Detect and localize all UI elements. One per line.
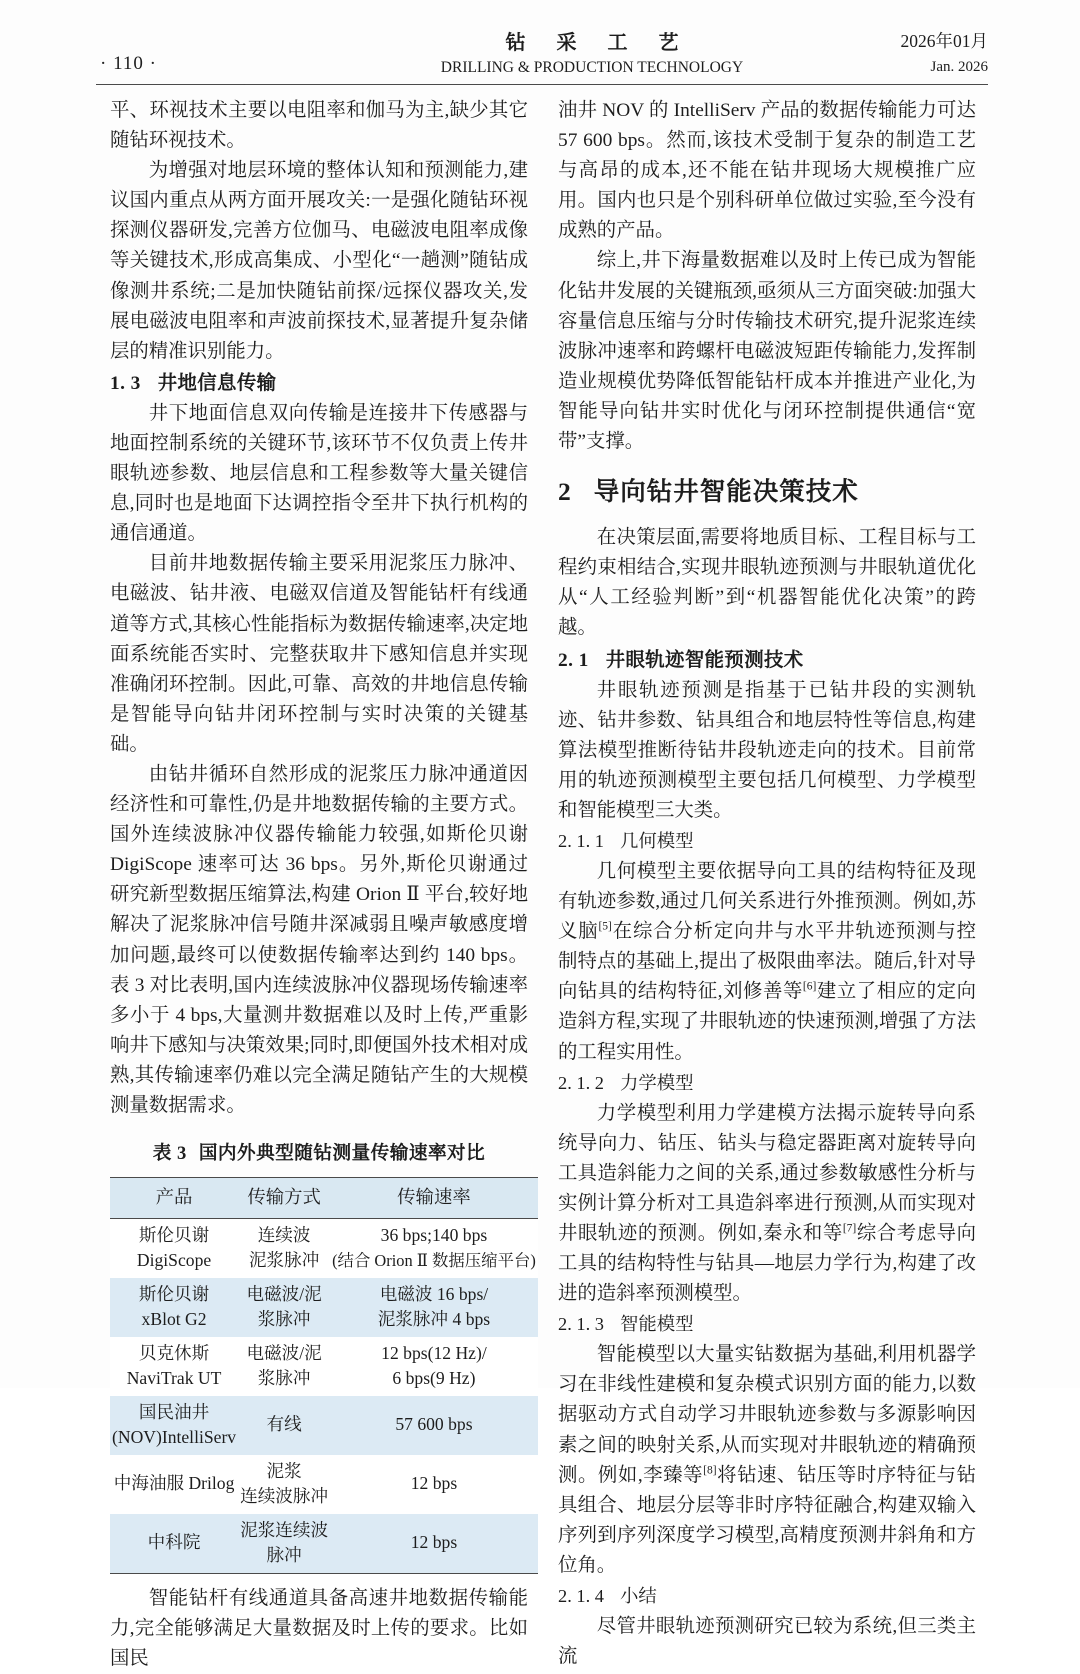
cell-line-1: 57 600 bps bbox=[395, 1414, 473, 1435]
text-run: 力学模型利用力学建模方法揭示旋转导向系统导向力、钻压、钻头与稳定器距离对旋转导向工具造斜能力之间的关系,通过参数敏感性分析与实例计算分析对工具造斜率进行预测,从而实现对井眼轨迹的预测。例如,秦永和等 bbox=[558, 1102, 976, 1244]
cell-line-2: 连续波脉冲 bbox=[240, 1486, 329, 1507]
column-header-method: 传输方式 bbox=[238, 1178, 330, 1219]
cell-line-1: 12 bps bbox=[410, 1532, 458, 1553]
heading-2-1-4 bbox=[558, 1581, 976, 1612]
heading-2-1-2 bbox=[558, 1068, 976, 1099]
cell-line-1: 有线 bbox=[266, 1414, 302, 1435]
cell-line-2: 浆脉冲 bbox=[257, 1309, 311, 1330]
table-row bbox=[110, 1278, 538, 1337]
heading-text: 智能模型 bbox=[619, 1314, 694, 1335]
cell-rate bbox=[330, 1455, 538, 1514]
cell-product bbox=[110, 1396, 238, 1455]
heading-2-1-1 bbox=[558, 826, 976, 857]
cell-line-2: 6 bps(9 Hz) bbox=[392, 1368, 476, 1389]
cell-line-1: 斯伦贝谢 bbox=[138, 1283, 210, 1304]
cell-line-2: xBlot G2 bbox=[141, 1309, 207, 1330]
journal-title-en: DRILLING & PRODUCTION TECHNOLOGY bbox=[440, 59, 744, 76]
text-run: 智能模型以大量实钻数据为基础,利用机器学习在非线性建模和复杂模式识别方面的能力,以数据驱动方式自动学习井眼轨迹参数与多源影响因素之间的映射关系,从而实现对井眼轨迹的精确预测。例如,李臻等 bbox=[558, 1344, 976, 1486]
paragraph bbox=[558, 1099, 976, 1310]
issue-date-en: Jan. 2026 bbox=[930, 59, 988, 75]
cell-line-2: NaviTrak UT bbox=[126, 1368, 222, 1389]
paragraph: 在决策层面,需要将地质目标、工程目标与工程约束相结合,实现井眼轨迹预测与井眼轨道优化从“人工经验判断”到“机器智能优化决策”的跨越。 bbox=[558, 527, 976, 639]
paragraph: 为增强对地层环境的整体认知和预测能力,建议国内重点从两方面开展攻关:一是强化随钻环视探测仪器研发,完善方位伽马、电磁波电阻率成像等关键技术,形成高集成、小型化“一趟测”随钻成像测井系统;二是加快随钻前探/远探仪器攻关,发展电磁波电阻率和声波前探技术,显著提升复杂储层的精准识别能力。 bbox=[110, 160, 528, 362]
page-number: · 110 · bbox=[100, 53, 157, 74]
cell-method bbox=[238, 1514, 330, 1574]
cell-line-1: 12 bps(12 Hz)/ bbox=[381, 1342, 487, 1363]
heading-text: 小结 bbox=[619, 1586, 657, 1607]
cell-line-2: (NOV)IntelliServ bbox=[112, 1427, 237, 1448]
cell-line-1: 泥浆 bbox=[266, 1460, 302, 1481]
heading-number: 2. 1. 3 bbox=[558, 1314, 604, 1335]
paragraph: 目前井地数据传输主要采用泥浆压力脉冲、电磁波、钻井液、电磁双信道及智能钻杆有线通道等方式,其核心性能指标为数据传输速率,决定地面系统能否实时、完整获取井下感知信息并实现准确闭环控制。因此,可靠、高效的井地信息传输是智能导向钻井闭环控制与实时决策的关键基础。 bbox=[110, 553, 528, 755]
paragraph: 井眼轨迹预测是指基于已钻井段的实测轨迹、钻井参数、钻具组合和地层特性等信息,构建算法模型推断待钻井段轨迹走向的技术。目前常用的轨迹预测模型主要包括几何模型、力学模型和智能模型三大类。 bbox=[558, 679, 976, 821]
heading-2-1 bbox=[558, 644, 976, 676]
cell-line-1: 中海油服 Drilog bbox=[113, 1473, 235, 1494]
table-row bbox=[110, 1218, 538, 1278]
cell-line-2: 泥浆脉冲 bbox=[248, 1250, 320, 1271]
cell-line-1: 国民油井 bbox=[138, 1401, 210, 1422]
cell-method bbox=[238, 1218, 330, 1278]
heading-text: 井地信息传输 bbox=[157, 370, 277, 394]
heading-number: 2. 1. 2 bbox=[558, 1072, 604, 1093]
reference-marker: [6] bbox=[802, 980, 817, 993]
paragraph: 由钻井循环自然形成的泥浆压力脉冲通道因经济性和可靠性,仍是井地数据传输的主要方式。国外连续波脉冲仪器传输能力较强,如斯伦贝谢 DigiScope 速率可达 36 bps。另外,斯伦贝谢通过研究新型数据压缩算法,构建 Orion Ⅱ 平台,较好地解决了泥浆脉冲信号随井深减弱且噪声敏感度增加问题,最终可以使数据传输率达到约 140 bps。表 3 对比表明,国内连续波脉冲仪器现场传输速率多小于 4 bps,大量测井数据难以及时上传,严重影响井下感知与决策效果;同时,即便国外技术相对成熟,其传输速率仍难以完全满足随钻产生的大规模测量数据需求。 bbox=[110, 763, 528, 1116]
cell-line-2: 脉冲 bbox=[266, 1545, 302, 1566]
cell-product bbox=[110, 1337, 238, 1396]
paragraph: 综上,井下海量数据难以及时上传已成为智能化钻井发展的关键瓶颈,亟须从三方面突破:加强大容量信息压缩与分时传输技术研究,提升泥浆连续波脉冲速率和跨螺杆电磁波短距传输能力,发挥制造业规模优势降低智能钻杆成本并推进产业化,为智能导向钻井实时优化与闭环控制提供通信“宽带”支撑。 bbox=[558, 250, 976, 453]
table-row bbox=[110, 1455, 538, 1514]
cell-rate bbox=[330, 1396, 538, 1455]
cell-line-1: 连续波 bbox=[257, 1224, 311, 1245]
cell-line-2: DigiScope bbox=[136, 1250, 212, 1271]
table-row bbox=[110, 1396, 538, 1455]
table-head bbox=[110, 1178, 538, 1219]
table-caption-text: 国内外典型随钻测量传输速率对比 bbox=[198, 1143, 486, 1165]
heading-text: 井眼轨迹智能预测技术 bbox=[605, 647, 804, 671]
table-3-block bbox=[110, 1139, 536, 1574]
issue-date-block bbox=[901, 28, 989, 76]
cell-line-2: 泥浆脉冲 4 bps bbox=[377, 1309, 491, 1330]
cell-line-1: 贝克休斯 bbox=[138, 1342, 210, 1363]
cell-product bbox=[110, 1455, 238, 1514]
cell-method bbox=[238, 1337, 330, 1396]
cell-product bbox=[110, 1218, 238, 1278]
cell-line-1: 电磁波/泥 bbox=[246, 1342, 322, 1363]
transmission-rate-table bbox=[110, 1177, 538, 1574]
heading-1-3 bbox=[110, 367, 528, 399]
cell-method bbox=[238, 1278, 330, 1337]
table-row bbox=[110, 1514, 538, 1574]
heading-2-1-3 bbox=[558, 1309, 976, 1340]
paragraph: 智能钻杆有线通道具备高速井地数据传输能力,完全能够满足大量数据及时上传的要求。比如国民 bbox=[110, 1587, 528, 1669]
journal-title-cn: 钻 采 工 艺 bbox=[505, 32, 692, 54]
cell-rate bbox=[330, 1278, 538, 1337]
column-header-rate: 传输速率 bbox=[330, 1178, 538, 1219]
issue-date-cn: 2026年01月 bbox=[900, 31, 988, 51]
cell-method bbox=[238, 1396, 330, 1455]
cell-rate bbox=[330, 1337, 538, 1396]
heading-number: 1. 3 bbox=[110, 372, 141, 394]
cell-line-1: 斯伦贝谢 bbox=[138, 1224, 210, 1245]
cell-line-1: 电磁波/泥 bbox=[246, 1283, 322, 1304]
masthead-divider bbox=[96, 84, 988, 85]
cell-product bbox=[110, 1278, 238, 1337]
heading-number: 2 bbox=[558, 477, 572, 507]
reference-marker: [8] bbox=[703, 1464, 717, 1477]
cell-line-1: 中科院 bbox=[147, 1532, 201, 1553]
cell-line-1: 36 bps;140 bps bbox=[380, 1224, 488, 1245]
table-caption bbox=[110, 1139, 528, 1169]
text-run: 建立了相应的定向造斜方程,实现了井眼轨迹的快速预测,增强了方法的工程实用性。 bbox=[558, 981, 976, 1063]
table-row bbox=[110, 1337, 538, 1396]
cell-line-1: 电磁波 16 bps/ bbox=[379, 1283, 489, 1304]
reference-marker: [5] bbox=[598, 920, 612, 933]
heading-text: 导向钻井智能决策技术 bbox=[593, 477, 859, 508]
reference-marker: [7] bbox=[842, 1222, 857, 1235]
page-masthead bbox=[96, 26, 988, 84]
paragraph bbox=[558, 1340, 976, 1581]
heading-text: 几何模型 bbox=[619, 830, 694, 851]
heading-number: 2. 1. 1 bbox=[558, 830, 604, 851]
cell-line-2: 浆脉冲 bbox=[257, 1368, 311, 1389]
text-run: 将钻速、钻压等时序特征与钻具组合、地层分层等非时序特征融合,构建双输入序列到序列深度学习模型,高精度预测井斜角和方位角。 bbox=[558, 1464, 976, 1576]
heading-text: 力学模型 bbox=[619, 1072, 694, 1093]
right-text-column bbox=[558, 96, 976, 1672]
paragraph: 井下地面信息双向传输是连接井下传感器与地面控制系统的关键环节,该环节不仅负责上传井眼轨迹参数、地层信息和工程参数等大量关键信息,同时也是地面下达调控指令至井下执行机构的通信通道。 bbox=[110, 402, 528, 545]
heading-number: 2. 1. 4 bbox=[558, 1586, 604, 1607]
cell-rate bbox=[330, 1218, 538, 1278]
paragraph: 尽管井眼轨迹预测研究已较为系统,但三类主流 bbox=[558, 1616, 976, 1668]
cell-rate bbox=[330, 1514, 538, 1574]
paragraph-continued: 平、环视技术主要以电阻率和伽马为主,缺少其它随钻环视技术。 bbox=[110, 100, 528, 152]
paragraph bbox=[558, 857, 976, 1068]
heading-number: 2. 1 bbox=[558, 649, 589, 671]
text-run: 综合考虑导向工具的结构特性与钻具—地层力学行为,构建了改进的造斜率预测模型。 bbox=[558, 1223, 976, 1305]
text-run: 在综合分析定向井与水平井轨迹预测与控制特点的基础上,提出了极限曲率法。随后,针对导向钻具的结构特征,刘修善等 bbox=[558, 921, 977, 1003]
text-run: 几何模型主要依据导向工具的结构特征及现有轨迹参数,通过几何关系进行外推预测。例如,苏义脑 bbox=[558, 860, 976, 943]
cell-line-1: 泥浆连续波 bbox=[240, 1519, 329, 1540]
table-body bbox=[110, 1218, 538, 1573]
left-text-column bbox=[110, 96, 536, 1674]
heading-section-2 bbox=[558, 475, 976, 509]
cell-product bbox=[110, 1514, 238, 1574]
cell-line-1: 12 bps bbox=[410, 1473, 458, 1494]
journal-title-block bbox=[392, 26, 792, 77]
cell-line-2: (结合 Orion Ⅱ 数据压缩平台) bbox=[332, 1251, 536, 1271]
table-caption-number: 表 3 bbox=[152, 1143, 187, 1165]
cell-method bbox=[238, 1455, 330, 1514]
paragraph-continued: 油井 NOV 的 IntelliServ 产品的数据传输能力可达 57 600 bps。然而,该技术受制于复杂的制造工艺与高昂的成本,还不能在钻井现场大规模推广应用。国内也只是个别科研单位做过实验,至今没有成熟的产品。 bbox=[558, 100, 976, 242]
column-header-product: 产品 bbox=[110, 1178, 238, 1219]
table-header-row bbox=[110, 1178, 538, 1219]
